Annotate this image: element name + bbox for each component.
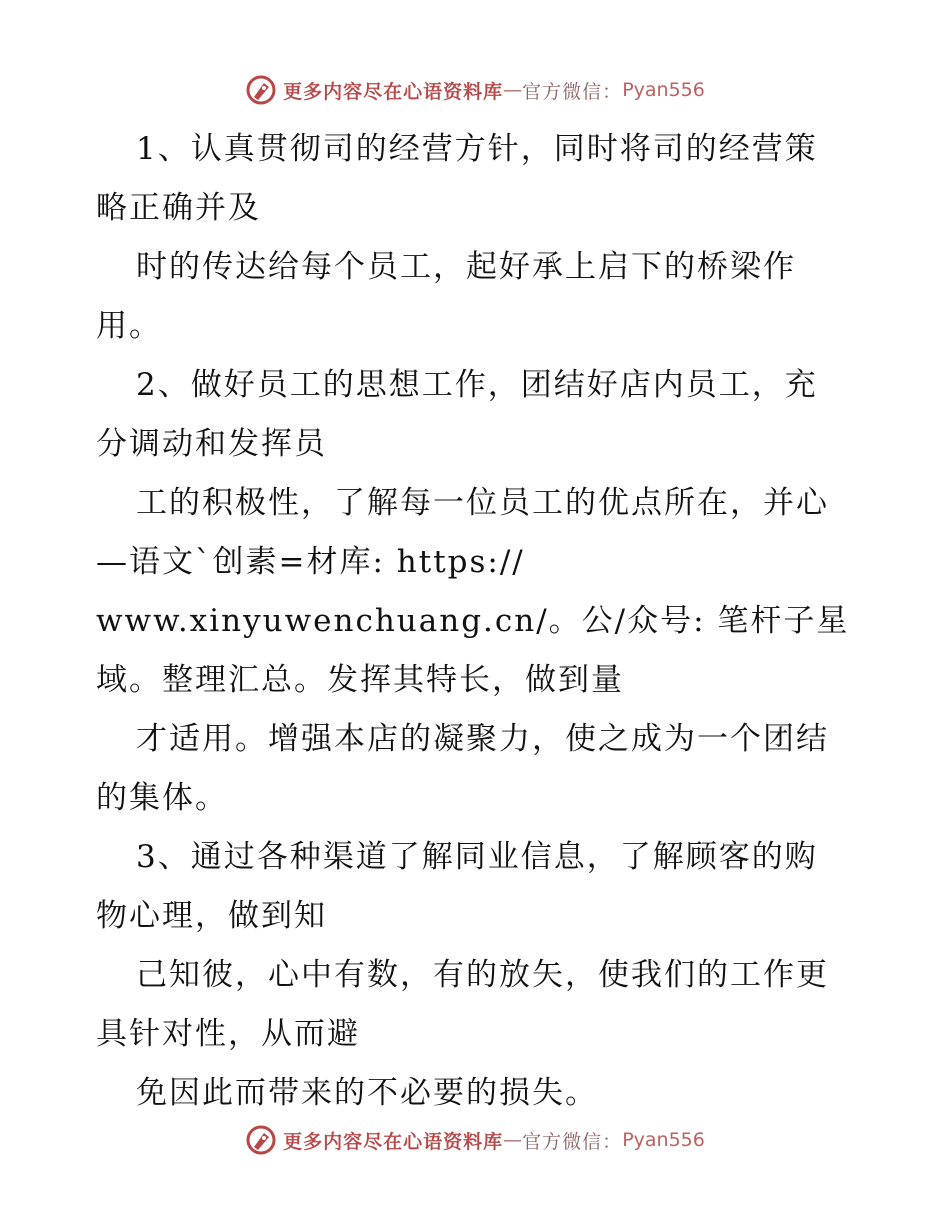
- body-line: 略正确并及: [96, 190, 261, 226]
- body-line: 己知彼，心中有数，有的放矢，使我们的工作更: [136, 957, 829, 993]
- body-line: 2、做好员工的思想工作，团结好店内员工，充: [136, 367, 818, 403]
- banner-wechat-id: Pyan556: [622, 79, 705, 101]
- banner-brand: 更多内容尽在心语资料库: [283, 80, 504, 103]
- banner-official-label: 官方微信：: [522, 80, 623, 103]
- footer-banner: [0, 1120, 950, 1160]
- header-banner: [0, 70, 950, 110]
- body-line: —语文`创素=材库: https://: [96, 544, 525, 580]
- pen-nib-circle-icon: [245, 74, 277, 106]
- banner-separator: —: [503, 79, 523, 101]
- body-line: 时的传达给每个员工，起好承上启下的桥梁作: [136, 249, 796, 285]
- banner-official-label: 官方微信：: [522, 1130, 623, 1153]
- body-line: 才适用。增强本店的凝聚力，使之成为一个团结: [136, 721, 829, 757]
- banner-brand: 更多内容尽在心语资料库: [283, 1130, 504, 1153]
- body-line: 域。整理汇总。发挥其特长，做到量: [96, 662, 624, 698]
- banner-wechat-id: Pyan556: [622, 1129, 705, 1151]
- body-line: 分调动和发挥员: [96, 426, 327, 462]
- document-body: [96, 120, 856, 1123]
- body-line: 3、通过各种渠道了解同业信息，了解顾客的购: [136, 839, 818, 875]
- pen-nib-circle-icon: [245, 1124, 277, 1156]
- body-line: 工的积极性，了解每一位员工的优点所在，并心: [136, 485, 829, 521]
- body-line: 的集体。: [96, 780, 228, 816]
- body-line: 免因此而带来的不必要的损失。: [136, 1075, 598, 1111]
- body-line: 1、认真贯彻司的经营方针，同时将司的经营策: [136, 131, 818, 167]
- body-line: www.xinyuwenchuang.cn/。公/众号: 笔杆子星: [96, 603, 850, 639]
- body-line: 用。: [96, 308, 162, 344]
- banner-separator: —: [503, 1129, 523, 1151]
- body-line: 物心理，做到知: [96, 898, 327, 934]
- body-line: 具针对性，从而避: [96, 1016, 360, 1052]
